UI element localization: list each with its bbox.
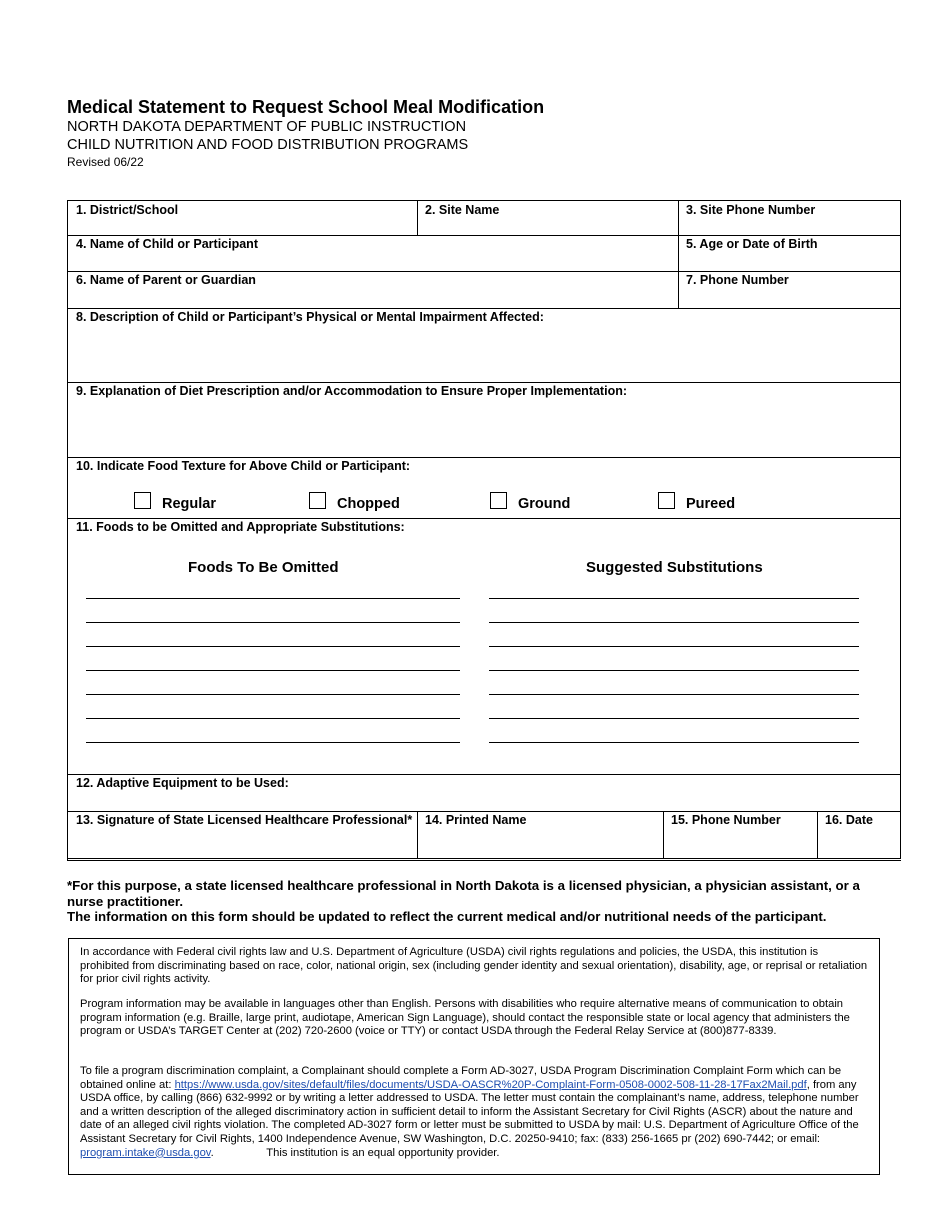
foods-omitted-heading: Foods To Be Omitted bbox=[188, 559, 339, 576]
email-link[interactable]: program.intake@usda.gov bbox=[80, 1146, 211, 1159]
omitted-line[interactable] bbox=[86, 598, 460, 599]
field-label: 6. Name of Parent or Guardian bbox=[76, 273, 256, 287]
impairment-description-field[interactable] bbox=[68, 308, 901, 383]
substitution-line[interactable] bbox=[489, 718, 859, 719]
paragraph-text: , from any USDA office, by calling (866) 632-9992 or by writing a letter addressed to USDA. The letter must contain the complainant’s name, address, telephone number and a written description of the alleged discriminatory action in sufficient detail to inform the Assistant Secretary for Civil Rights (ASCR) about the nature and date of an alleged civil rights violation. The completed AD-3027 form or letter must be submitted to USDA by mail: U.S. Department of Agriculture Office of the Assistant Secretary for Civil Rights, 1400 Independence Avenue, SW Washington, D.C. 20250-9410; fax: (833) 256-1665 pr (202) 690-7442; or email: bbox=[80, 1078, 859, 1145]
substitution-line[interactable] bbox=[489, 598, 859, 599]
field-label: 15. Phone Number bbox=[671, 813, 781, 827]
substitution-line[interactable] bbox=[489, 646, 859, 647]
texture-label: Chopped bbox=[337, 496, 400, 512]
district-school-field[interactable] bbox=[68, 201, 418, 236]
field-label: 11. Foods to be Omitted and Appropriate Substitutions: bbox=[76, 520, 405, 534]
civil-rights-paragraph-2: Program information may be available in languages other than English. Persons with disabilities who require alternative means of communication to obtain program information (e.g. Braille, large print, audiotape, American Sign Language), should contact the responsible state or local agency that administers the program or USDA’s TARGET Center at (202) 720-2600 (voice or TTY) or contact USDA through the Federal Relay Service at (800)877-8339. bbox=[80, 998, 850, 1038]
food-texture-section bbox=[68, 457, 901, 519]
form-title: Medical Statement to Request School Meal Modification bbox=[67, 97, 545, 117]
substitution-line[interactable] bbox=[489, 694, 859, 695]
omitted-line[interactable] bbox=[86, 670, 460, 671]
regular-checkbox[interactable] bbox=[134, 492, 151, 509]
phone-number-field[interactable] bbox=[678, 271, 901, 309]
child-name-field[interactable] bbox=[68, 235, 679, 272]
table-bottom-rule bbox=[67, 860, 901, 861]
omitted-line[interactable] bbox=[86, 694, 460, 695]
omitted-line[interactable] bbox=[86, 646, 460, 647]
ground-checkbox[interactable] bbox=[490, 492, 507, 509]
update-note: The information on this form should be updated to reflect the current medical and/or nutritional needs of the participant. bbox=[67, 909, 827, 924]
department-name: NORTH DAKOTA DEPARTMENT OF PUBLIC INSTRUCTION bbox=[67, 119, 467, 135]
field-label: 8. Description of Child or Participant’s Physical or Mental Impairment Affected: bbox=[76, 310, 544, 324]
form-table bbox=[67, 200, 901, 861]
field-label: 13. Signature of State Licensed Healthcare Professional* bbox=[76, 813, 413, 827]
site-phone-field[interactable] bbox=[678, 201, 901, 236]
date-field[interactable] bbox=[817, 811, 901, 859]
omitted-line[interactable] bbox=[86, 718, 460, 719]
field-label: 12. Adaptive Equipment to be Used: bbox=[76, 776, 289, 790]
age-dob-field[interactable] bbox=[678, 235, 901, 272]
texture-label: Ground bbox=[518, 496, 571, 512]
field-label: 7. Phone Number bbox=[686, 273, 789, 287]
program-name: CHILD NUTRITION AND FOOD DISTRIBUTION PROGRAMS bbox=[67, 137, 469, 153]
substitution-line[interactable] bbox=[489, 622, 859, 623]
substitution-line[interactable] bbox=[489, 670, 859, 671]
field-label: 2. Site Name bbox=[425, 203, 500, 217]
substitutions-heading: Suggested Substitutions bbox=[586, 559, 763, 576]
pureed-checkbox[interactable] bbox=[658, 492, 675, 509]
parent-name-field[interactable] bbox=[68, 271, 679, 309]
texture-label: Pureed bbox=[686, 496, 736, 512]
paragraph-text: . This institution is an equal opportunity provider. bbox=[210, 1146, 500, 1159]
site-name-field[interactable] bbox=[417, 201, 679, 236]
field-label: 16. Date bbox=[825, 813, 873, 827]
diet-prescription-field[interactable] bbox=[68, 382, 901, 458]
licensed-professional-note: *For this purpose, a state licensed healthcare professional in North Dakota is a licensed physician, a physician assistant, or a nurse practitioner. bbox=[67, 878, 860, 909]
field-label: 4. Name of Child or Participant bbox=[76, 237, 258, 251]
field-label: 3. Site Phone Number bbox=[686, 203, 816, 217]
adaptive-equipment-field[interactable] bbox=[68, 774, 901, 812]
paragraph-text: To file a program discrimination complaint, a Complainant should complete a Form AD-3027, USDA Program Discrimination Complaint Form which can be obtained online at: bbox=[80, 1065, 842, 1091]
field-label: 14. Printed Name bbox=[425, 813, 527, 827]
signer-phone-field[interactable] bbox=[663, 811, 818, 859]
substitution-line[interactable] bbox=[489, 742, 859, 743]
revision-date: Revised 06/22 bbox=[67, 155, 144, 169]
omitted-line[interactable] bbox=[86, 622, 460, 623]
civil-rights-paragraph-3 bbox=[80, 1065, 870, 1160]
complaint-form-link[interactable]: https://www.usda.gov/sites/default/files/documents/USDA-OASCR%20P-Complaint-Form-0508-0002-508-11-28-17Fax2Mail.pdf bbox=[174, 1078, 807, 1091]
texture-label: Regular bbox=[162, 496, 216, 512]
field-label: 10. Indicate Food Texture for Above Child or Participant: bbox=[76, 459, 411, 473]
field-label: 5. Age or Date of Birth bbox=[686, 237, 818, 251]
printed-name-field[interactable] bbox=[417, 811, 664, 859]
foods-omitted-section bbox=[68, 518, 901, 775]
signature-field[interactable] bbox=[68, 811, 418, 859]
field-label: 9. Explanation of Diet Prescription and/or Accommodation to Ensure Proper Implementation: bbox=[76, 384, 628, 398]
field-label: 1. District/School bbox=[76, 203, 179, 217]
omitted-line[interactable] bbox=[86, 742, 460, 743]
civil-rights-paragraph-1: In accordance with Federal civil rights law and U.S. Department of Agriculture (USDA) civil rights regulations and policies, the USDA, this institution is prohibited from discriminating based on race, color, national origin, sex (including gender identity and sexual orientation), disability, age, or reprisal or retaliation for prior civil rights activity. bbox=[80, 946, 868, 986]
chopped-checkbox[interactable] bbox=[309, 492, 326, 509]
